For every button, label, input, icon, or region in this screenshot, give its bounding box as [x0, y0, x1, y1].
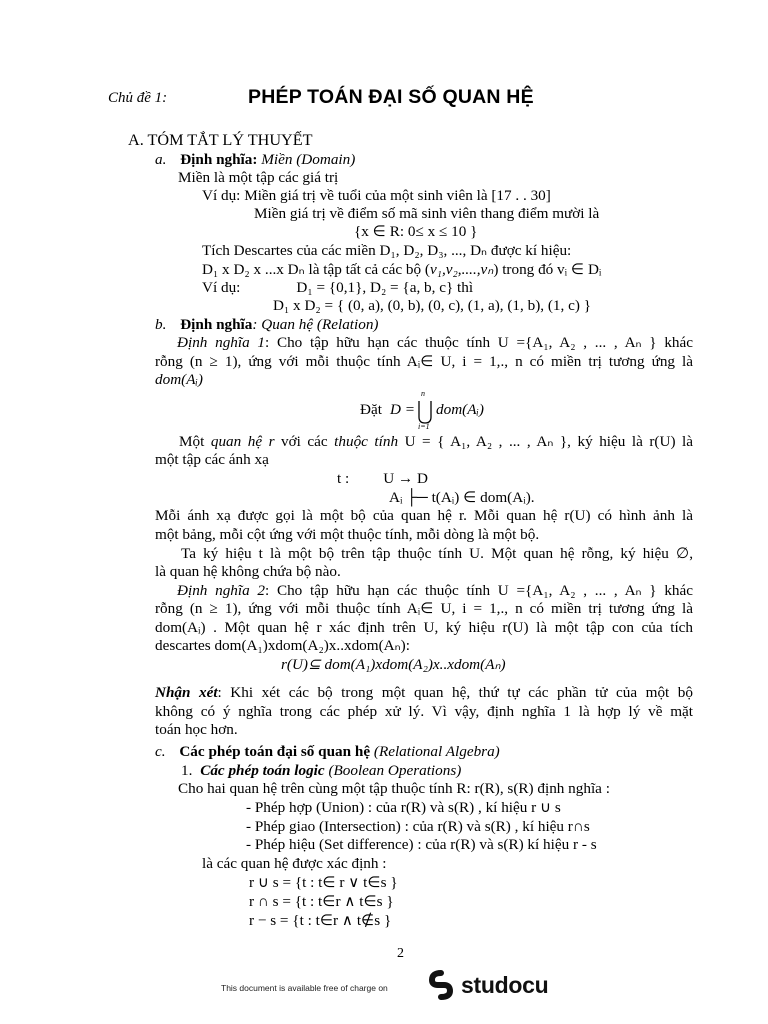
subsection-label: a. [155, 151, 167, 168]
paragraph-line: toán học hơn. [155, 721, 238, 738]
subsection-title: Các phép toán đại số quan hệ [179, 743, 371, 760]
union-lower-limit: i=1 [418, 422, 430, 431]
definition-1-title: Định nghĩa 1 [177, 334, 266, 351]
page-number: 2 [397, 946, 404, 961]
text-span: ) trong đó vᵢ ∈ Dᵢ [493, 261, 602, 278]
text-span: Ta ký hiệu t là một bộ trên tập thuộc tính U. Một quan hệ rỗng, ký hiệu ∅, [181, 545, 693, 562]
studocu-logo-icon [426, 970, 456, 1000]
term-relation: quan hệ r [210, 433, 275, 450]
text-line: Miền giá trị về điểm số mã sinh viên thang điểm mười là [254, 205, 600, 222]
formula-line: r(U)⊆ dom(A₁)xdom(A₂)x..xdom(Aₙ) [281, 656, 506, 673]
operation-line: - Phép hiệu (Set difference) : của r(R) và s(R) kí hiệu r - s [246, 836, 597, 853]
text-span: U = { A₁, A₂ , ... , Aₙ }, ký hiệu là r(U) là [398, 433, 693, 450]
studocu-logo[interactable] [426, 970, 548, 1000]
formula-span: dom(Aᵢ) [436, 401, 484, 418]
paragraph-line: một bảng, mỗi cột ứng với một thuộc tính, mỗi dòng là một bộ. [155, 526, 540, 543]
paragraph-line: dom(Aᵢ) . Một quan hệ r xác định trên U, ký hiệu r(U) là một tập con của tích [155, 619, 693, 636]
subsection-label: c. [155, 743, 166, 760]
paragraph-line [155, 582, 693, 600]
paragraph-line [155, 545, 693, 563]
paragraph-line: dom(Aᵢ) [155, 371, 203, 388]
text-line: Cho hai quan hệ trên cùng một tập thuộc tính R: r(R), s(R) định nghĩa : [178, 780, 610, 797]
formula-line: r − s = {t : t∈r ∧ t∉s } [249, 912, 392, 929]
text-line: Tích Descartes của các miền D₁, D₂, D₃, ..., Dₙ được kí hiệu: [202, 242, 572, 259]
definition-2-title: Định nghĩa 2 [177, 582, 266, 599]
paragraph-line: một tập các ánh xạ [155, 451, 269, 468]
operation-line: - Phép giao (Intersection) : của r(R) và s(R) , kí hiệu r∩s [246, 818, 590, 835]
remark-title: Nhận xét [155, 684, 218, 701]
text-span: : Cho tập hữu hạn các thuộc tính U ={A₁, A₂ , ... , Aₙ } khác [265, 582, 693, 599]
text-line: là các quan hệ được xác định : [202, 855, 387, 872]
subsection-b [155, 316, 378, 334]
paragraph-line [155, 334, 693, 352]
mapping-line [337, 470, 428, 488]
subsection-title: Các phép toán logic [200, 762, 325, 779]
union-upper-limit: n [421, 389, 425, 398]
text-line: Ví dụ: Miền giá trị về tuổi của một sinh viên là [17 . . 30] [202, 187, 551, 204]
subsection-label: b. [155, 316, 167, 333]
text-span: t : [337, 470, 350, 487]
text-span: Ví dụ: [202, 279, 241, 296]
formula-line: r ∪ s = {t : t∈ r ∨ t∈s } [249, 874, 398, 891]
relation-term: : Quan hệ (Relation) [252, 316, 379, 333]
subsubsection-1 [181, 762, 461, 780]
paragraph-line: descartes dom(A₁)xdom(A₂)x..xdom(Aₙ): [155, 637, 410, 654]
formula-line: {x ∈ R: 0≤ x ≤ 10 } [354, 223, 478, 240]
footer-text: This document is available free of charge on [221, 983, 388, 993]
paragraph-line [155, 433, 693, 451]
page-title: PHÉP TOÁN ĐẠI SỐ QUAN HỆ [248, 86, 534, 108]
text-span: D₁ x D₂ x ...x Dₙ là tập tất cả các bộ ( [202, 261, 430, 278]
subsection-a [155, 151, 355, 169]
subsection-c [155, 743, 500, 761]
formula-line: r ∩ s = {t : t∈r ∧ t∈s } [249, 893, 394, 910]
definition-label: Định nghĩa [180, 316, 253, 333]
formula-line: D₁ x D₂ = { (0, a), (0, b), (0, c), (1, a), (1, b), (1, c) } [273, 297, 591, 314]
text-line [202, 279, 473, 297]
paragraph-line: Mỗi ánh xạ được gọi là một bộ của quan hệ r. Mỗi quan hệ r(U) có hình ảnh là [155, 507, 693, 524]
definition-label: Định nghĩa: [180, 151, 258, 168]
subsection-label: 1. [181, 762, 193, 779]
paragraph-line: không có ý nghĩa trong các phép xử lý. Vì vậy, định nghĩa 1 là hợp lý về mặt [155, 703, 693, 720]
studocu-wordmark: studocu [461, 971, 549, 998]
subsection-subtitle: (Boolean Operations) [324, 762, 462, 779]
tuple-vars: v₁,v₂,....,vₙ [429, 261, 494, 278]
text-line [202, 261, 601, 279]
text-line: Miền là một tập các giá trị [178, 169, 339, 186]
text-span: U → D [383, 470, 428, 487]
text-span: : Cho tập hữu hạn các thuộc tính U ={A₁, A₂ , ... , Aₙ } khác [265, 334, 693, 351]
formula-span: D = [390, 401, 416, 418]
paragraph-line: là quan hệ không chứa bộ nào. [155, 563, 341, 580]
text-span: với các [274, 433, 335, 450]
text-span: : Khi xét các bộ trong một quan hệ, thứ tự các phần tử của một bộ [217, 684, 693, 701]
term-attribute: thuộc tính [334, 433, 399, 450]
paragraph-line: rỗng (n ≥ 1), ứng với mỗi thuộc tính Aᵢ∈ U, i = 1,., n có miền trị tương ứng là [155, 600, 693, 617]
paragraph-line: rỗng (n ≥ 1), ứng với mỗi thuộc tính Aᵢ∈ U, i = 1,., n có miền trị tương ứng là [155, 353, 693, 370]
domain-term: Miền (Domain) [257, 151, 356, 168]
topic-label: Chủ đề 1: [108, 90, 168, 106]
text-span: Một [179, 433, 211, 450]
operation-line: - Phép hợp (Union) : của r(R) và s(R) , kí hiệu r ∪ s [246, 799, 561, 816]
text-span: D₁ = {0,1}, D₂ = {a, b, c} thì [296, 279, 474, 296]
paragraph-line [155, 684, 693, 702]
subsection-subtitle: (Relational Algebra) [370, 743, 500, 760]
mapping-line: Aᵢ ├─ t(Aᵢ) ∈ dom(Aᵢ). [389, 489, 535, 506]
section-heading: A. TÓM TẮT LÝ THUYẾT [128, 131, 313, 149]
text-span: Đặt [360, 401, 382, 418]
